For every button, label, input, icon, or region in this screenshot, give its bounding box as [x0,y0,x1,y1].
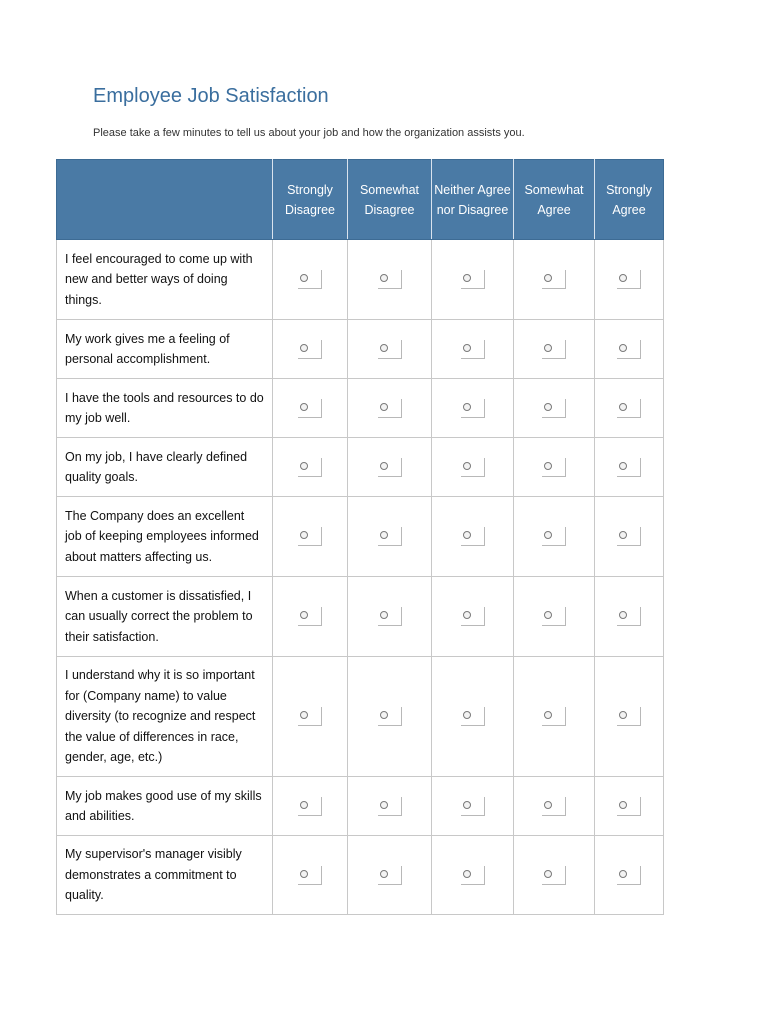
radio-circle-icon [300,344,308,352]
column-header-neither: Neither Agree nor Disagree [432,160,514,240]
radio-circle-icon [300,531,308,539]
question-text: I feel encouraged to come up with new and better ways of doing things. [57,240,273,320]
choice-cell [273,657,348,777]
radio-strongly-disagree[interactable] [298,527,322,546]
radio-circle-icon [544,403,552,411]
radio-somewhat-disagree[interactable] [378,866,402,885]
radio-neither[interactable] [461,399,485,418]
radio-circle-icon [463,344,471,352]
choice-cell [595,438,664,497]
radio-circle-icon [544,711,552,719]
choice-cell [348,438,432,497]
radio-circle-icon [619,870,627,878]
radio-strongly-disagree[interactable] [298,607,322,626]
radio-circle-icon [300,462,308,470]
radio-strongly-disagree[interactable] [298,340,322,359]
radio-somewhat-disagree[interactable] [378,607,402,626]
choice-cell [514,438,595,497]
question-row [57,497,664,577]
radio-circle-icon [463,711,471,719]
radio-somewhat-disagree[interactable] [378,270,402,289]
choice-cell [595,577,664,657]
radio-circle-icon [300,711,308,719]
radio-circle-icon [380,711,388,719]
radio-circle-icon [300,274,308,282]
radio-strongly-agree[interactable] [617,797,641,816]
choice-cell [514,497,595,577]
choice-cell [514,577,595,657]
radio-circle-icon [544,462,552,470]
radio-strongly-disagree[interactable] [298,797,322,816]
question-text: My supervisor's manager visibly demonstrates a commitment to quality. [57,836,273,915]
choice-cell [595,240,664,320]
page-title: Employee Job Satisfaction [93,85,329,107]
choice-cell [432,577,514,657]
radio-circle-icon [619,274,627,282]
choice-cell [348,836,432,915]
column-header-somewhat-disagree: Somewhat Disagree [348,160,432,240]
choice-cell [514,777,595,836]
radio-somewhat-agree[interactable] [542,707,566,726]
choice-cell [432,497,514,577]
question-text: My work gives me a feeling of personal accomplishment. [57,320,273,379]
choice-cell [273,777,348,836]
radio-somewhat-agree[interactable] [542,340,566,359]
choice-cell [273,497,348,577]
radio-strongly-disagree[interactable] [298,707,322,726]
choice-cell [432,240,514,320]
radio-neither[interactable] [461,866,485,885]
column-header-somewhat-agree: Somewhat Agree [514,160,595,240]
choice-cell [273,240,348,320]
intro-text: Please take a few minutes to tell us about your job and how the organization assists you. [93,127,525,139]
choice-cell [432,379,514,438]
question-row [57,438,664,497]
radio-circle-icon [544,611,552,619]
radio-somewhat-agree[interactable] [542,399,566,418]
radio-neither[interactable] [461,270,485,289]
radio-neither[interactable] [461,458,485,477]
choice-cell [432,320,514,379]
radio-strongly-disagree[interactable] [298,866,322,885]
radio-strongly-agree[interactable] [617,866,641,885]
radio-circle-icon [380,531,388,539]
radio-circle-icon [463,611,471,619]
choice-cell [348,577,432,657]
radio-somewhat-agree[interactable] [542,866,566,885]
question-row [57,777,664,836]
radio-circle-icon [544,870,552,878]
choice-cell [273,836,348,915]
radio-somewhat-agree[interactable] [542,458,566,477]
radio-neither[interactable] [461,707,485,726]
survey-table [56,159,664,915]
choice-cell [514,320,595,379]
radio-strongly-agree[interactable] [617,707,641,726]
radio-circle-icon [463,462,471,470]
radio-circle-icon [463,801,471,809]
radio-somewhat-disagree[interactable] [378,458,402,477]
radio-strongly-agree[interactable] [617,607,641,626]
choice-cell [595,497,664,577]
radio-circle-icon [463,403,471,411]
radio-circle-icon [380,274,388,282]
radio-circle-icon [544,531,552,539]
radio-circle-icon [544,801,552,809]
choice-cell [595,657,664,777]
radio-neither[interactable] [461,527,485,546]
choice-cell [348,320,432,379]
choice-cell [348,497,432,577]
choice-cell [595,777,664,836]
radio-strongly-disagree[interactable] [298,458,322,477]
question-row [57,577,664,657]
question-row [57,379,664,438]
radio-circle-icon [300,870,308,878]
radio-circle-icon [544,344,552,352]
radio-circle-icon [300,611,308,619]
column-header-strongly-agree: Strongly Agree [595,160,664,240]
choice-cell [273,577,348,657]
radio-circle-icon [380,403,388,411]
choice-cell [514,836,595,915]
choice-cell [432,657,514,777]
radio-circle-icon [300,403,308,411]
radio-circle-icon [463,870,471,878]
radio-circle-icon [380,801,388,809]
radio-strongly-agree[interactable] [617,340,641,359]
question-text: I understand why it is so important for (Company name) to value diversity (to recognize and respect the value of differences in race, gender, age, etc.) [57,657,273,777]
question-row [57,657,664,777]
radio-circle-icon [380,611,388,619]
radio-circle-icon [463,274,471,282]
radio-circle-icon [380,344,388,352]
radio-somewhat-agree[interactable] [542,607,566,626]
choice-cell [595,836,664,915]
choice-cell [273,438,348,497]
choice-cell [432,438,514,497]
choice-cell [514,240,595,320]
choice-cell [595,379,664,438]
radio-circle-icon [300,801,308,809]
radio-circle-icon [619,801,627,809]
radio-strongly-disagree[interactable] [298,270,322,289]
radio-somewhat-disagree[interactable] [378,797,402,816]
question-row [57,836,664,915]
radio-somewhat-agree[interactable] [542,527,566,546]
question-row [57,240,664,320]
radio-circle-icon [619,711,627,719]
radio-strongly-disagree[interactable] [298,399,322,418]
radio-circle-icon [619,344,627,352]
radio-strongly-agree[interactable] [617,527,641,546]
question-text: When a customer is dissatisfied, I can usually correct the problem to their satisfaction. [57,577,273,657]
question-column-header [57,160,273,240]
radio-circle-icon [619,611,627,619]
radio-somewhat-disagree[interactable] [378,340,402,359]
radio-neither[interactable] [461,340,485,359]
radio-circle-icon [463,531,471,539]
column-header-strongly-disagree: Strongly Disagree [273,160,348,240]
question-text: On my job, I have clearly defined quality goals. [57,438,273,497]
question-text: The Company does an excellent job of keeping employees informed about matters affecting us. [57,497,273,577]
choice-cell [514,657,595,777]
choice-cell [348,379,432,438]
radio-somewhat-disagree[interactable] [378,707,402,726]
choice-cell [348,657,432,777]
choice-cell [273,320,348,379]
choice-cell [348,240,432,320]
radio-strongly-agree[interactable] [617,270,641,289]
choice-cell [514,379,595,438]
radio-circle-icon [380,870,388,878]
radio-strongly-agree[interactable] [617,399,641,418]
header-row [57,160,664,240]
question-text: My job makes good use of my skills and abilities. [57,777,273,836]
radio-neither[interactable] [461,797,485,816]
radio-circle-icon [619,462,627,470]
radio-circle-icon [619,403,627,411]
radio-neither[interactable] [461,607,485,626]
choice-cell [595,320,664,379]
question-text: I have the tools and resources to do my job well. [57,379,273,438]
choice-cell [432,836,514,915]
choice-cell [348,777,432,836]
radio-somewhat-disagree[interactable] [378,399,402,418]
radio-somewhat-disagree[interactable] [378,527,402,546]
radio-somewhat-agree[interactable] [542,797,566,816]
question-row [57,320,664,379]
choice-cell [273,379,348,438]
choice-cell [432,777,514,836]
radio-strongly-agree[interactable] [617,458,641,477]
radio-circle-icon [380,462,388,470]
radio-circle-icon [619,531,627,539]
radio-circle-icon [544,274,552,282]
radio-somewhat-agree[interactable] [542,270,566,289]
